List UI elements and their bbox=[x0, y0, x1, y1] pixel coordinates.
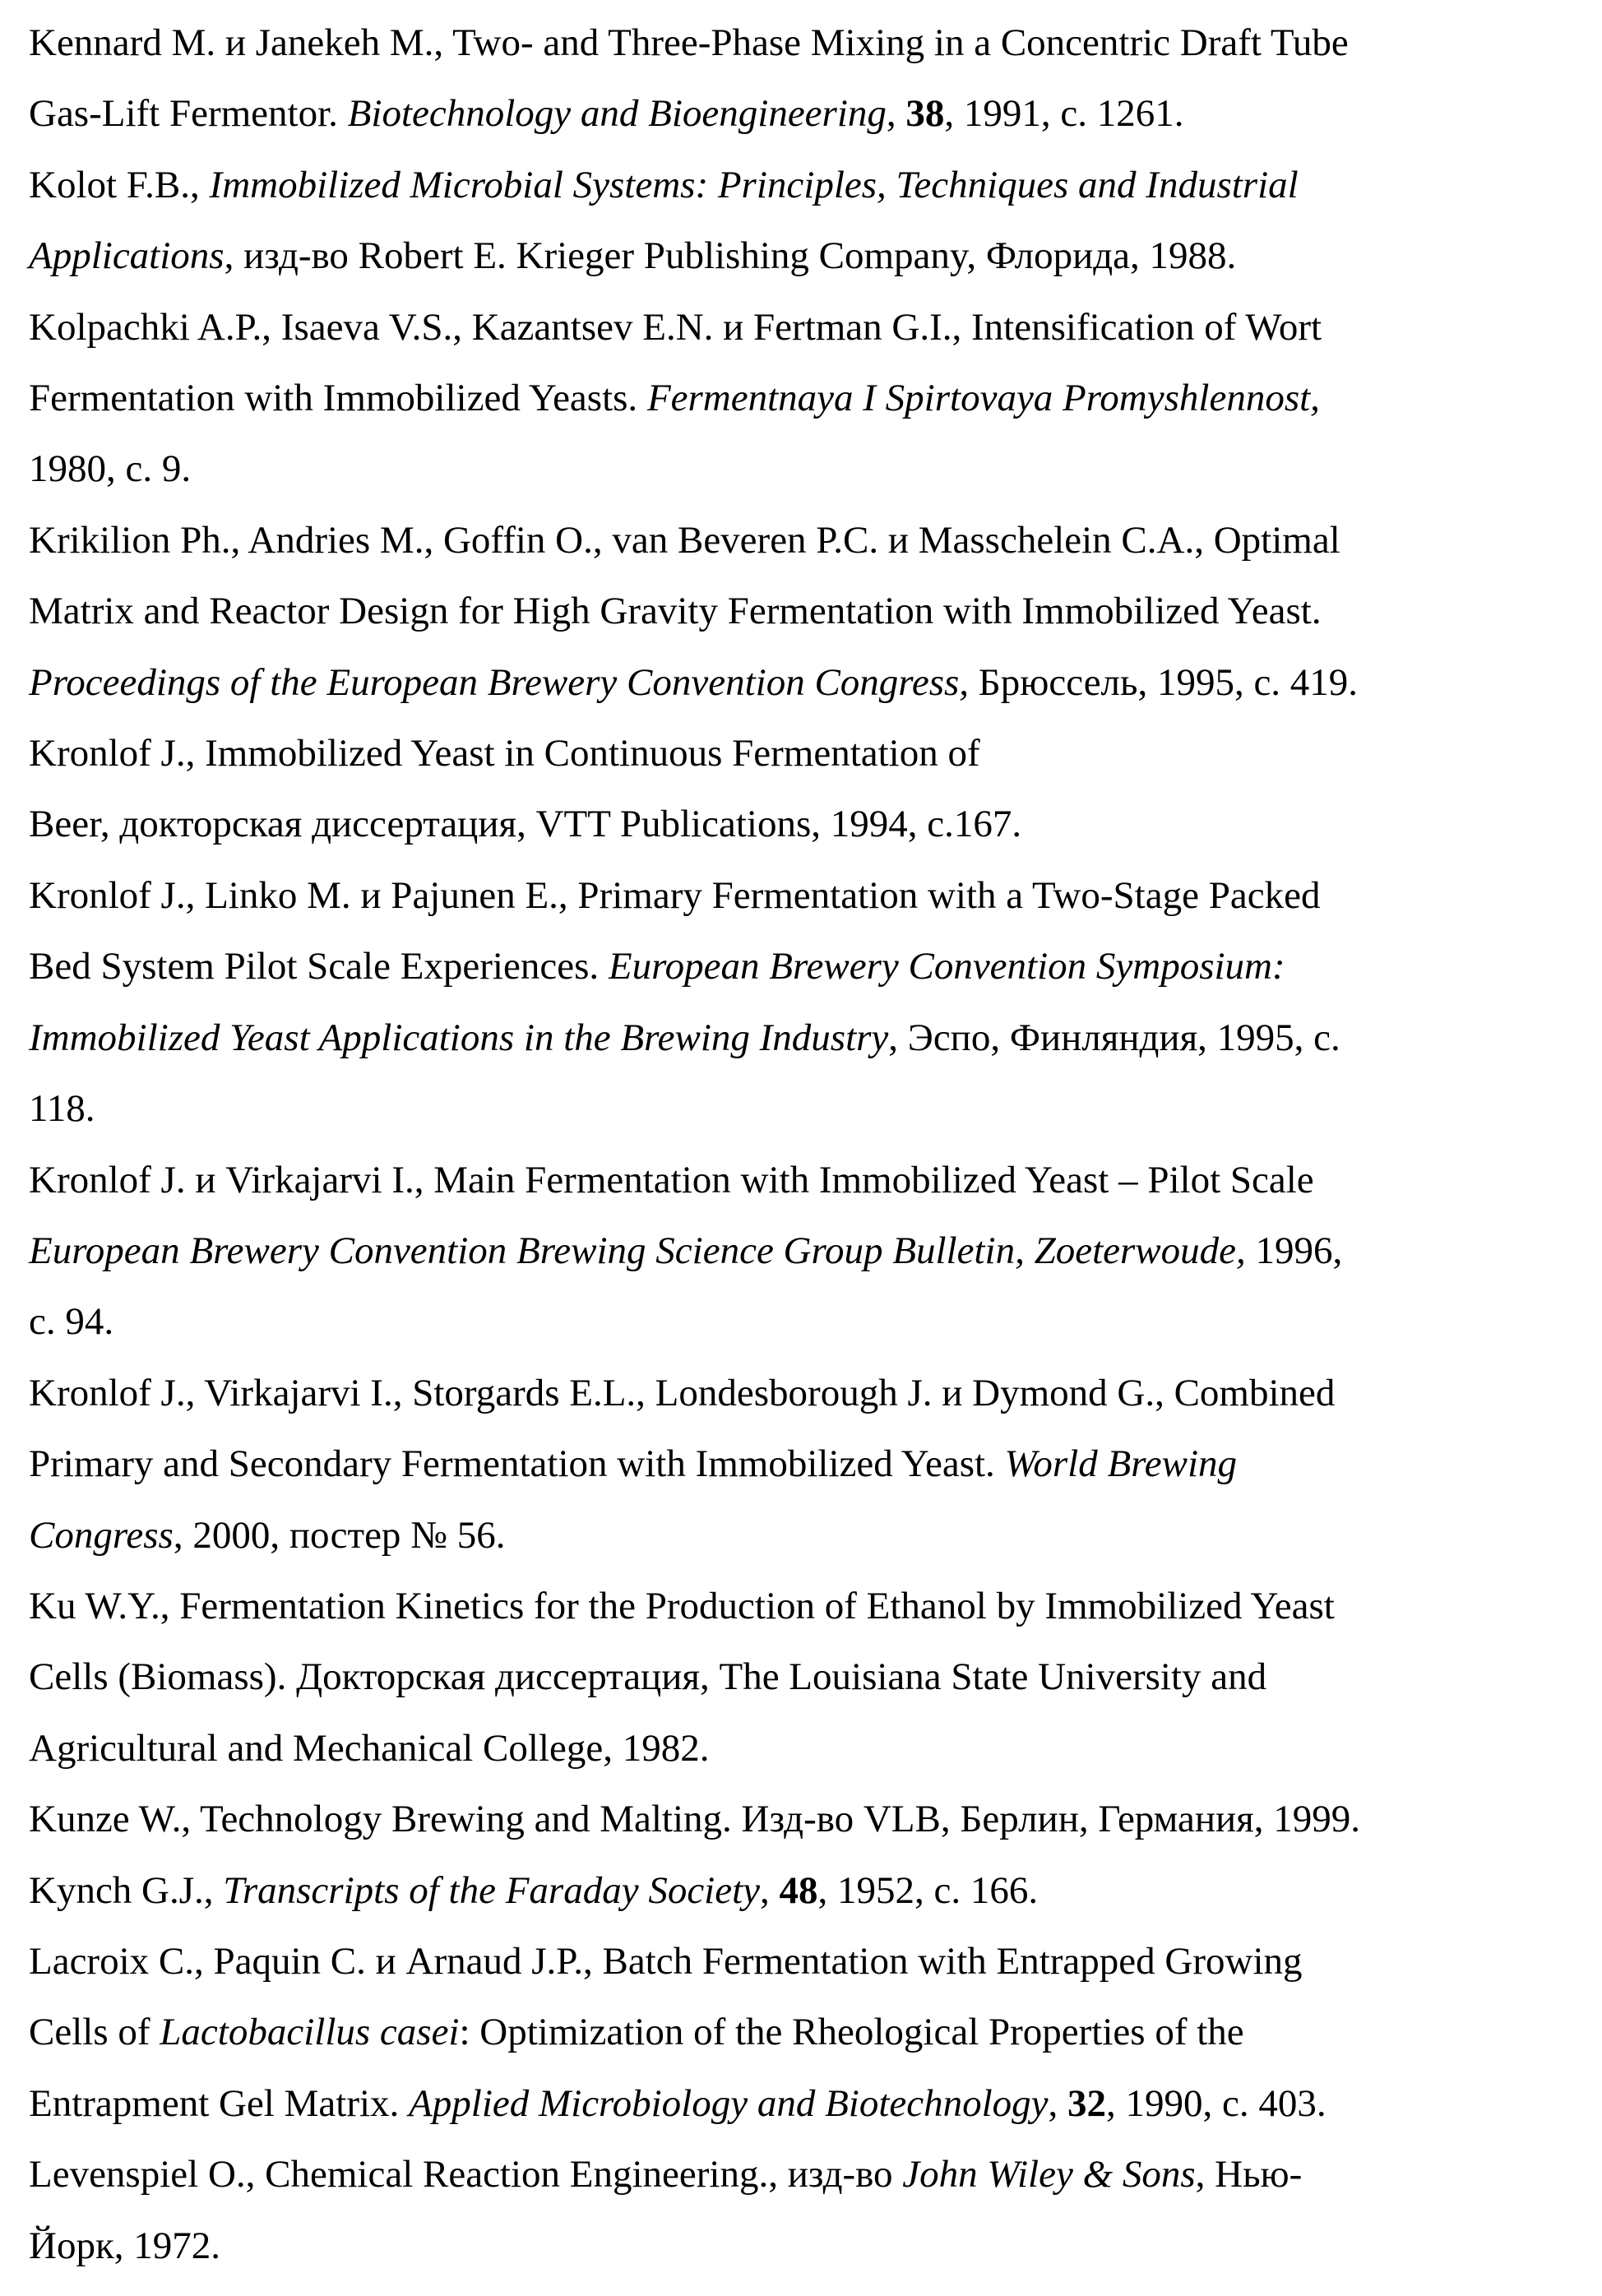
text-segment: 1980, с. 9. bbox=[29, 447, 191, 490]
reference-line bbox=[29, 2210, 1591, 2281]
italic-text: World Brewing bbox=[1005, 1442, 1237, 1485]
text-segment: Kolpachki A.P., Isaeva V.S., Kazantsev E.N. и Fertman G.I., Intensification of Wort bbox=[29, 306, 1322, 349]
text-segment: Kronlof J., Immobilized Yeast in Continuous Fermentation of bbox=[29, 732, 980, 775]
reference-entry bbox=[29, 1358, 1591, 1571]
reference-line bbox=[29, 1571, 1591, 1641]
text-segment: , 2000, постер № 56. bbox=[174, 1514, 506, 1557]
text-segment: с. 94. bbox=[29, 1300, 113, 1343]
italic-text: Immobilized Yeast Applications in the Brewing Industry bbox=[29, 1016, 888, 1059]
text-segment: Fermentation with Immobilized Yeasts. bbox=[29, 377, 647, 419]
reference-entry bbox=[29, 1571, 1591, 1784]
bold-text: 48 bbox=[780, 1869, 818, 1912]
text-segment: , bbox=[887, 92, 906, 135]
text-segment: 118. bbox=[29, 1087, 95, 1130]
text-segment: , 1991, с. 1261. bbox=[944, 92, 1183, 135]
italic-text: John Wiley & Sons bbox=[902, 2153, 1195, 2196]
reference-entry bbox=[29, 505, 1591, 718]
reference-line bbox=[29, 7, 1591, 78]
reference-line bbox=[29, 1926, 1591, 1997]
text-segment: Matrix and Reactor Design for High Gravity Fermentation with Immobilized Yeast. bbox=[29, 590, 1322, 632]
text-segment: Cells of bbox=[29, 2011, 160, 2053]
bold-text: 38 bbox=[905, 92, 944, 135]
italic-text: European Brewery Convention Brewing Science Group Bulletin, Zoeterwoude, bbox=[29, 1229, 1246, 1272]
reference-line bbox=[29, 647, 1591, 718]
italic-text: Fermentnaya I Spirtovaya Promyshlennost, bbox=[647, 377, 1320, 419]
reference-line bbox=[29, 931, 1591, 1002]
text-segment: , 1990, с. 403. bbox=[1106, 2082, 1327, 2125]
text-segment: , 1952, с. 166. bbox=[818, 1869, 1039, 1912]
reference-line bbox=[29, 1641, 1591, 1712]
text-segment: Bed System Pilot Scale Experiences. bbox=[29, 945, 609, 988]
reference-line bbox=[29, 1145, 1591, 1215]
text-segment: , изд-во Robert E. Krieger Publishing Company, Флорида, 1988. bbox=[225, 234, 1237, 277]
text-segment: Kronlof J., Virkajarvi I., Storgards E.L., Londesborough J. и Dymond G., Combined bbox=[29, 1372, 1335, 1414]
reference-line bbox=[29, 576, 1591, 646]
text-segment: 1996, bbox=[1246, 1229, 1343, 1272]
reference-line bbox=[29, 1215, 1591, 1286]
text-segment: Ku W.Y., Fermentation Kinetics for the Production of Ethanol by Immobilized Yeast bbox=[29, 1585, 1335, 1627]
reference-line bbox=[29, 860, 1591, 931]
reference-line bbox=[29, 505, 1591, 576]
reference-line bbox=[29, 1428, 1591, 1499]
text-segment: , Нью- bbox=[1196, 2153, 1303, 2196]
reference-line bbox=[29, 1500, 1591, 1571]
bold-text: 32 bbox=[1067, 2082, 1106, 2125]
reference-entry bbox=[29, 860, 1591, 1145]
reference-line bbox=[29, 1286, 1591, 1357]
text-segment: Agricultural and Mechanical College, 1982. bbox=[29, 1727, 709, 1770]
text-segment: Брюссель, 1995, с. 419. bbox=[969, 661, 1358, 704]
italic-text: Applied Microbiology and Biotechnology bbox=[409, 2082, 1049, 2125]
text-segment: Primary and Secondary Fermentation with Immobilized Yeast. bbox=[29, 1442, 1005, 1485]
reference-entry bbox=[29, 7, 1591, 150]
reference-entry bbox=[29, 2139, 1591, 2281]
text-segment: , bbox=[1049, 2082, 1068, 2125]
reference-line bbox=[29, 150, 1591, 220]
text-segment: Kunze W., Technology Brewing and Malting. Изд-во VLB, Берлин, Германия, 1999. bbox=[29, 1798, 1360, 1840]
reference-line bbox=[29, 2068, 1591, 2139]
text-segment: Kronlof J. и Virkajarvi I., Main Fermentation with Immobilized Yeast – Pilot Scale bbox=[29, 1159, 1314, 1201]
text-segment: Lacroix C., Paquin C. и Arnaud J.P., Batch Fermentation with Entrapped Growing bbox=[29, 1940, 1303, 1983]
reference-entry bbox=[29, 1145, 1591, 1358]
reference-entry bbox=[29, 718, 1591, 860]
text-segment: Kynch G.J., bbox=[29, 1869, 223, 1912]
italic-text: Transcripts of the Faraday Society bbox=[223, 1869, 760, 1912]
text-segment: Beer, докторская диссертация, VTT Publications, 1994, с.167. bbox=[29, 803, 1021, 845]
reference-line bbox=[29, 220, 1591, 291]
text-segment: , Эспо, Финляндия, 1995, с. bbox=[888, 1016, 1340, 1059]
reference-line bbox=[29, 718, 1591, 789]
reference-line bbox=[29, 78, 1591, 149]
reference-list bbox=[29, 7, 1591, 2281]
italic-text: Proceedings of the European Brewery Convention Congress, bbox=[29, 661, 969, 704]
reference-line bbox=[29, 292, 1591, 363]
reference-entry bbox=[29, 1926, 1591, 2139]
text-segment: Kronlof J., Linko M. и Pajunen E., Primary Fermentation with a Two-Stage Packed bbox=[29, 874, 1320, 917]
text-segment: , bbox=[760, 1869, 780, 1912]
reference-entry bbox=[29, 1855, 1591, 1926]
italic-text: Applications bbox=[29, 234, 225, 277]
reference-line bbox=[29, 2139, 1591, 2210]
italic-text: Congress bbox=[29, 1514, 174, 1557]
text-segment: Gas-Lift Fermentor. bbox=[29, 92, 348, 135]
text-segment: Levenspiel O., Chemical Reaction Engineering., изд-во bbox=[29, 2153, 902, 2196]
text-segment: : Optimization of the Rheological Properties of the bbox=[460, 2011, 1244, 2053]
italic-text: European Brewery Convention Symposium: bbox=[609, 945, 1285, 988]
text-segment: Cells (Biomass). Докторская диссертация, The Louisiana State University and bbox=[29, 1655, 1266, 1698]
reference-entry bbox=[29, 292, 1591, 505]
reference-entry bbox=[29, 150, 1591, 292]
reference-entry bbox=[29, 1784, 1591, 1854]
italic-text: Biotechnology and Bioengineering bbox=[348, 92, 887, 135]
reference-line bbox=[29, 1713, 1591, 1784]
reference-line bbox=[29, 1073, 1591, 1144]
reference-line bbox=[29, 1784, 1591, 1854]
text-segment: Kolot F.B., bbox=[29, 164, 210, 206]
reference-line bbox=[29, 363, 1591, 433]
reference-line bbox=[29, 1358, 1591, 1428]
italic-text: Lactobacillus casei bbox=[160, 2011, 459, 2053]
text-segment: Krikilion Ph., Andries M., Goffin O., van Beveren P.C. и Masschelein C.A., Optimal bbox=[29, 519, 1340, 562]
reference-line bbox=[29, 789, 1591, 859]
reference-line bbox=[29, 1855, 1591, 1926]
text-segment: Kennard M. и Janekeh M., Two- and Three-Phase Mixing in a Concentric Draft Tube bbox=[29, 21, 1349, 64]
text-segment: Entrapment Gel Matrix. bbox=[29, 2082, 409, 2125]
text-segment: Йорк, 1972. bbox=[29, 2224, 220, 2267]
reference-line bbox=[29, 1002, 1591, 1073]
reference-line bbox=[29, 1997, 1591, 2067]
reference-line bbox=[29, 433, 1591, 504]
italic-text: Immobilized Microbial Systems: Principles, Techniques and Industrial bbox=[210, 164, 1299, 206]
